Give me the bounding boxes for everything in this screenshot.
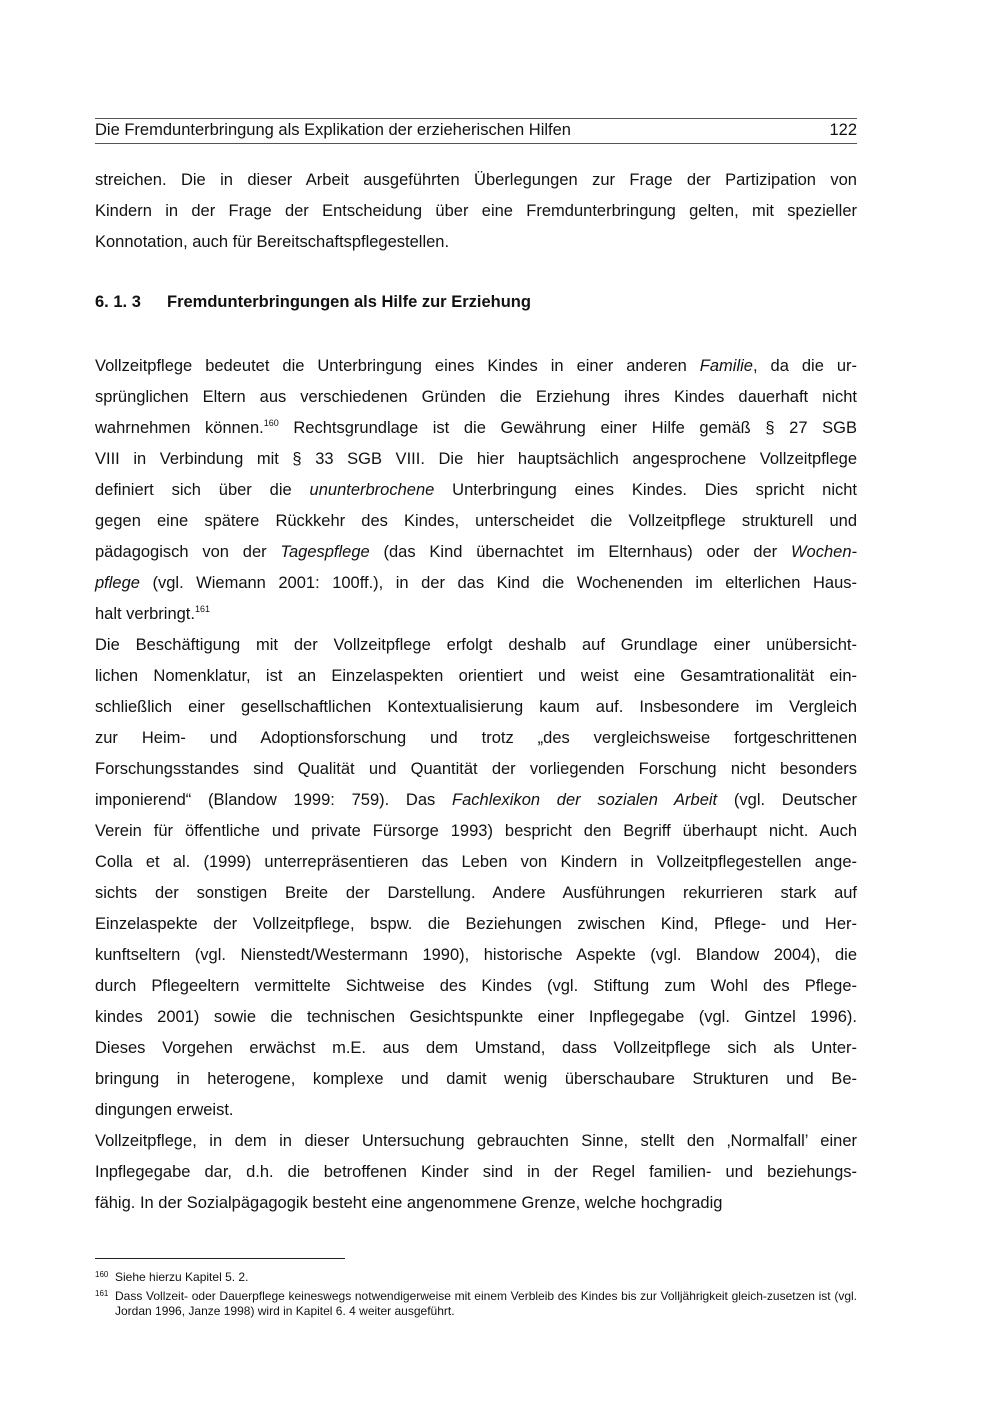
text-segment: VIII in Verbindung mit § 33 SGB VIII. Die hier hauptsächlich angesprochene Vollzeitpflege [95, 450, 857, 468]
section-title: Fremdunterbringungen als Hilfe zur Erziehung [167, 293, 531, 311]
text-line [95, 976, 857, 996]
text-line [95, 480, 857, 500]
text-segment: durch Pflegeeltern vermittelte Sichtweise des Kindes (vgl. Stiftung zum Wohl des Pflege- [95, 977, 857, 995]
text-segment: Konnotation, auch für Bereitschaftspflegestellen. [95, 233, 450, 251]
text-line [95, 1162, 857, 1182]
text-segment: zur Heim- und Adoptionsforschung und trotz „des vergleichsweise fortgeschrittenen [95, 729, 857, 747]
text-line [95, 759, 857, 779]
footnote-text: Dass Vollzeit- oder Dauerpflege keineswegs notwendigerweise mit einem Verbleib des Kindes bis zur Volljährigkeit gleich-zusetzen ist (vgl. Jordan 1996, Janze 1998) wird in Kapitel 6. 4 weiter ausgeführt. [115, 1289, 857, 1318]
text-segment: Vollzeitpflege bedeutet die Unterbringung eines Kindes in einer anderen [95, 357, 700, 375]
text-line [95, 232, 857, 252]
footnote-mark: 160 [95, 1270, 109, 1279]
text-line [95, 728, 857, 748]
text-segment: Verein für öffentliche und private Fürsorge 1993) bespricht den Begriff überhaupt nicht. Auch [95, 822, 857, 840]
emphasis: Familie [699, 357, 753, 375]
emphasis: pflege [95, 574, 140, 592]
footnote-160 [95, 1270, 857, 1285]
text-segment: definiert sich über die [95, 481, 310, 499]
section-heading [95, 293, 531, 312]
text-segment: halt verbringt. [95, 605, 195, 623]
text-line [95, 418, 857, 438]
emphasis: Wochen- [790, 543, 858, 561]
text-segment: (vgl. Wiemann 2001: 100ff.), in der das Kind die Wochenenden im elterlichen Haus- [139, 574, 857, 592]
text-line [95, 945, 857, 965]
text-segment: (das Kind übernachtet im Elternhaus) oder der [369, 543, 791, 561]
text-line [95, 573, 857, 593]
text-segment: streichen. Die in dieser Arbeit ausgeführten Überlegungen zur Frage der Partizipation von [95, 171, 857, 189]
footnote-reference: 161 [194, 604, 210, 614]
text-segment: kindes 2001) sowie die technischen Gesichtspunkte einer Inpflegegabe (vgl. Gintzel 1996). [95, 1008, 857, 1026]
text-line [95, 1038, 857, 1058]
text-segment: Rechtsgrundlage ist die Gewährung einer Hilfe gemäß § 27 SGB [278, 419, 857, 437]
text-segment: bringung in heterogene, komplexe und damit wenig überschaubare Strukturen und Be- [95, 1070, 857, 1088]
text-line [95, 387, 857, 407]
emphasis: Tagespflege [280, 543, 370, 561]
footnote-separator [95, 1258, 345, 1259]
footnote-161 [95, 1289, 857, 1319]
text-line [95, 1131, 857, 1151]
text-segment: gegen eine spätere Rückkehr des Kindes, unterscheidet die Vollzeitpflege strukturell und [95, 512, 857, 530]
text-line [95, 511, 857, 531]
text-segment: Forschungsstandes sind Qualität und Quantität der vorliegenden Forschung nicht besonders [95, 760, 857, 778]
text-line [95, 883, 857, 903]
text-segment: , da die ur- [752, 357, 858, 375]
text-line [95, 201, 857, 221]
text-segment: Vollzeitpflege, in dem in dieser Untersuchung gebrauchten Sinne, stellt den ‚Normalfall’ einer [95, 1132, 857, 1150]
page-number: 122 [829, 121, 857, 139]
text-line [95, 1100, 857, 1120]
text-segment: lichen Nomenklatur, ist an Einzelaspekten orientiert und weist eine Gesamtrationalität ein- [95, 667, 857, 685]
text-segment: kunftseltern (vgl. Nienstedt/Westermann 1990), historische Aspekte (vgl. Blandow 2004), die [95, 946, 857, 964]
text-segment: wahrnehmen können. [95, 419, 264, 437]
footnote-mark: 161 [95, 1289, 109, 1298]
text-segment: Colla et al. (1999) unterrepräsentieren das Leben von Kindern in Vollzeitpflegestellen ange- [95, 853, 857, 871]
header-bottom-rule [95, 143, 857, 144]
text-segment: Kindern in der Frage der Entscheidung über eine Fremdunterbringung gelten, mit spezieller [95, 202, 857, 220]
footnote-reference: 160 [263, 418, 279, 428]
text-segment: Einzelaspekte der Vollzeitpflege, bspw. die Beziehungen zwischen Kind, Pflege- und Her- [95, 915, 857, 933]
running-header [95, 121, 857, 140]
text-segment: Die Beschäftigung mit der Vollzeitpflege erfolgt deshalb auf Grundlage einer unübersicht- [95, 636, 857, 654]
section-number: 6. 1. 3 [95, 293, 141, 311]
text-segment: fähig. In der Sozialpägagogik besteht eine angenommene Grenze, welche hochgradig [95, 1194, 723, 1212]
text-line [95, 542, 857, 562]
text-line [95, 790, 857, 810]
emphasis: ununterbrochene [309, 481, 435, 499]
text-line [95, 914, 857, 934]
text-line [95, 449, 857, 469]
text-segment: schließlich einer gesellschaftlichen Kontextualisierung kaum auf. Insbesondere im Vergleich [95, 698, 857, 716]
text-segment: Unterbringung eines Kindes. Dies spricht nicht [434, 481, 857, 499]
text-line [95, 1193, 857, 1213]
footnote-text: Siehe hierzu Kapitel 5. 2. [115, 1270, 249, 1284]
text-segment: Inpflegegabe dar, d.h. die betroffenen Kinder sind in der Regel familien- und beziehungs- [95, 1163, 857, 1181]
text-segment: (vgl. Deutscher [717, 791, 857, 809]
emphasis: Fachlexikon der sozialen Arbeit [452, 791, 718, 809]
text-line [95, 635, 857, 655]
text-line [95, 666, 857, 686]
text-line [95, 821, 857, 841]
text-line [95, 1007, 857, 1027]
text-segment: dingungen erweist. [95, 1101, 234, 1119]
text-segment: pädagogisch von der [95, 543, 281, 561]
text-line [95, 852, 857, 872]
text-segment: sichts der sonstigen Breite der Darstellung. Andere Ausführungen rekurrieren stark auf [95, 884, 857, 902]
text-line [95, 1069, 857, 1089]
text-segment: Dieses Vorgehen erwächst m.E. aus dem Umstand, dass Vollzeitpflege sich als Unter- [95, 1039, 857, 1057]
text-segment: sprünglichen Eltern aus verschiedenen Gründen die Erziehung ihres Kindes dauerhaft nicht [95, 388, 857, 406]
text-line [95, 170, 857, 190]
text-line [95, 356, 857, 376]
header-title: Die Fremdunterbringung als Explikation der erzieherischen Hilfen [95, 121, 571, 139]
text-segment: imponierend“ (Blandow 1999: 759). Das [95, 791, 453, 809]
text-line [95, 604, 857, 624]
header-top-rule [95, 118, 857, 119]
text-line [95, 697, 857, 717]
